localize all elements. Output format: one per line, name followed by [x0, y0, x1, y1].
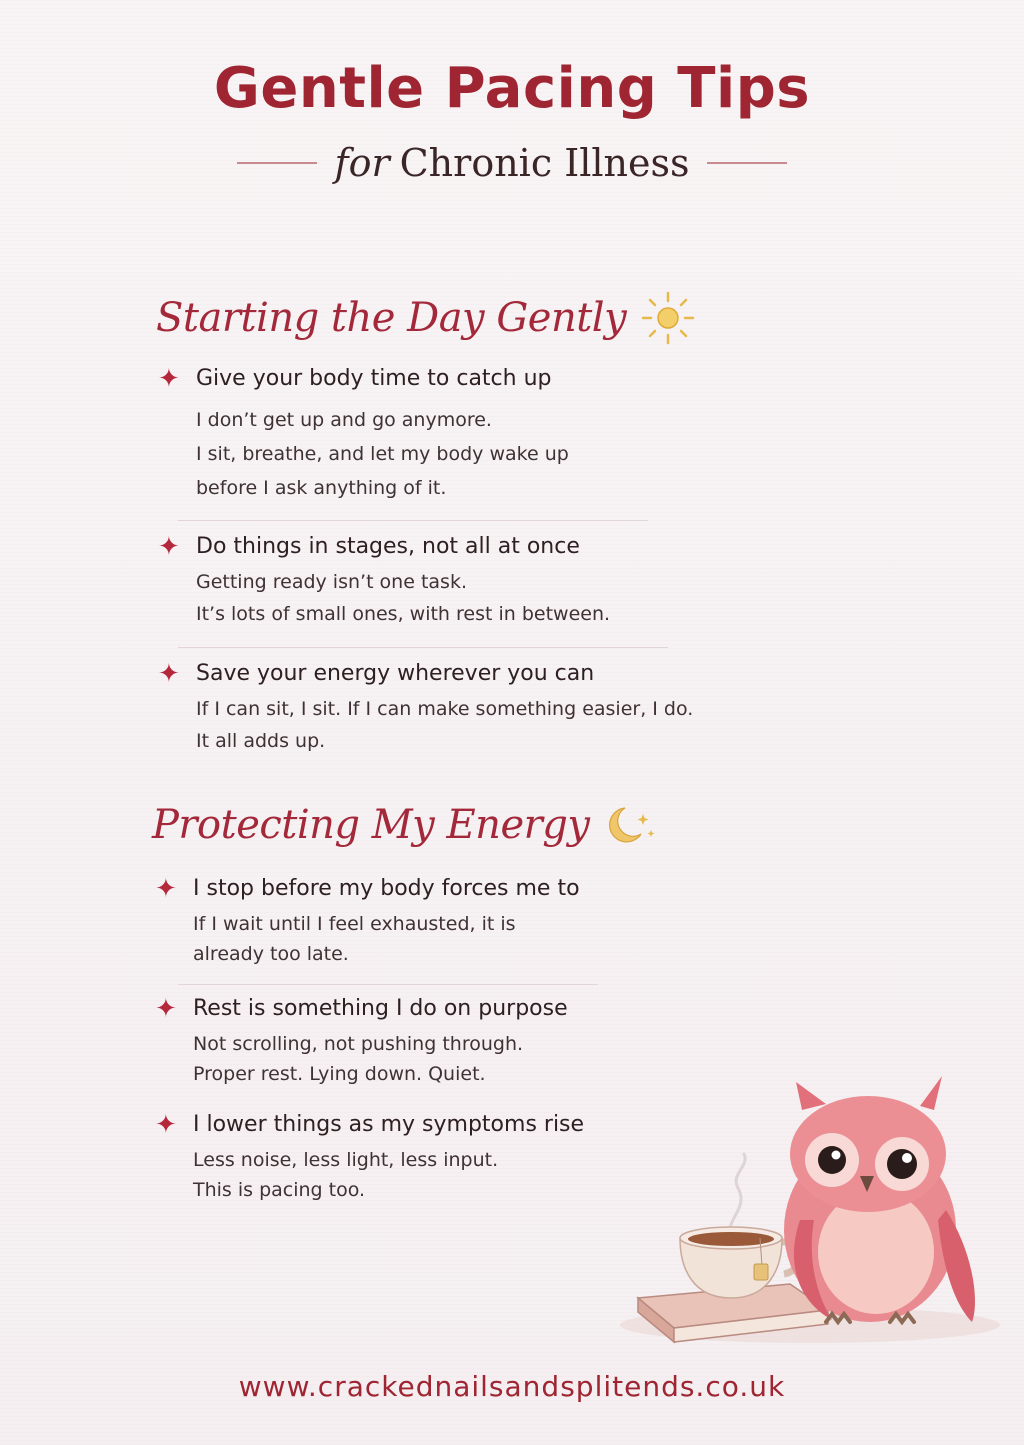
tip-title: I stop before my body forces me to: [193, 875, 580, 901]
section-heading-starting-day: [156, 290, 698, 346]
owl-icon: [784, 1076, 975, 1322]
tip-text: I sit, breathe, and let my body wake up: [196, 443, 569, 465]
sparkle-bullet-icon: ✦: [155, 993, 177, 1023]
subtitle-divider-left: [237, 162, 317, 164]
sparkle-bullet-icon: ✦: [158, 531, 180, 561]
sparkle-bullet-icon: ✦: [155, 873, 177, 903]
subtitle-for: for: [334, 141, 390, 185]
sparkle-bullet-icon: ✦: [155, 1109, 177, 1139]
tip-title: Save your energy wherever you can: [196, 660, 595, 686]
tip-text: before I ask anything of it.: [196, 477, 447, 499]
subtitle-main: Chronic Illness: [399, 141, 690, 185]
tip-item: [155, 1111, 584, 1200]
tip-text: It all adds up.: [196, 730, 326, 752]
tip-text: Getting ready isn’t one task.: [196, 571, 467, 593]
tip-text: Less noise, less light, less input.: [193, 1149, 499, 1171]
tip-text: already too late.: [193, 943, 349, 965]
divider: [178, 647, 668, 648]
tip-item: [155, 995, 568, 1084]
subtitle-divider-right: [707, 162, 787, 164]
footer-url: www.crackednailsandsplitends.co.uk: [238, 1370, 786, 1403]
tip-item: [155, 875, 580, 964]
tip-item: [158, 660, 693, 751]
subtitle: [335, 141, 690, 185]
section-heading-protecting-energy: [152, 800, 657, 850]
divider: [178, 984, 598, 985]
tip-title: Do things in stages, not all at once: [196, 533, 580, 559]
tip-text: This is pacing too.: [193, 1179, 366, 1201]
tip-text: If I can sit, I sit. If I can make something easier, I do.: [196, 698, 694, 720]
tip-item: [158, 365, 569, 498]
sparkle-bullet-icon: ✦: [158, 658, 180, 688]
section-heading-text: Protecting My Energy: [152, 802, 590, 848]
sparkle-bullet-icon: ✦: [158, 363, 180, 393]
tip-title: Rest is something I do on purpose: [193, 995, 568, 1021]
section-heading-text: Starting the Day Gently: [156, 295, 627, 341]
moon-stars-icon: [601, 800, 657, 850]
sun-icon: [638, 290, 698, 346]
tip-title: I lower things as my symptoms rise: [193, 1111, 585, 1137]
tip-item: [158, 533, 610, 624]
divider: [178, 520, 648, 521]
tip-text: I don’t get up and go anymore.: [196, 409, 492, 431]
tip-text: Not scrolling, not pushing through.: [193, 1033, 524, 1055]
tip-text: Proper rest. Lying down. Quiet.: [193, 1063, 486, 1085]
subtitle-row: [0, 138, 1024, 188]
page-title: Gentle Pacing Tips: [213, 56, 811, 121]
owl-illustration: [600, 1070, 1010, 1360]
tip-text: If I wait until I feel exhausted, it is: [193, 913, 516, 935]
tip-title: Give your body time to catch up: [196, 365, 552, 391]
tip-text: It’s lots of small ones, with rest in between.: [196, 603, 611, 625]
